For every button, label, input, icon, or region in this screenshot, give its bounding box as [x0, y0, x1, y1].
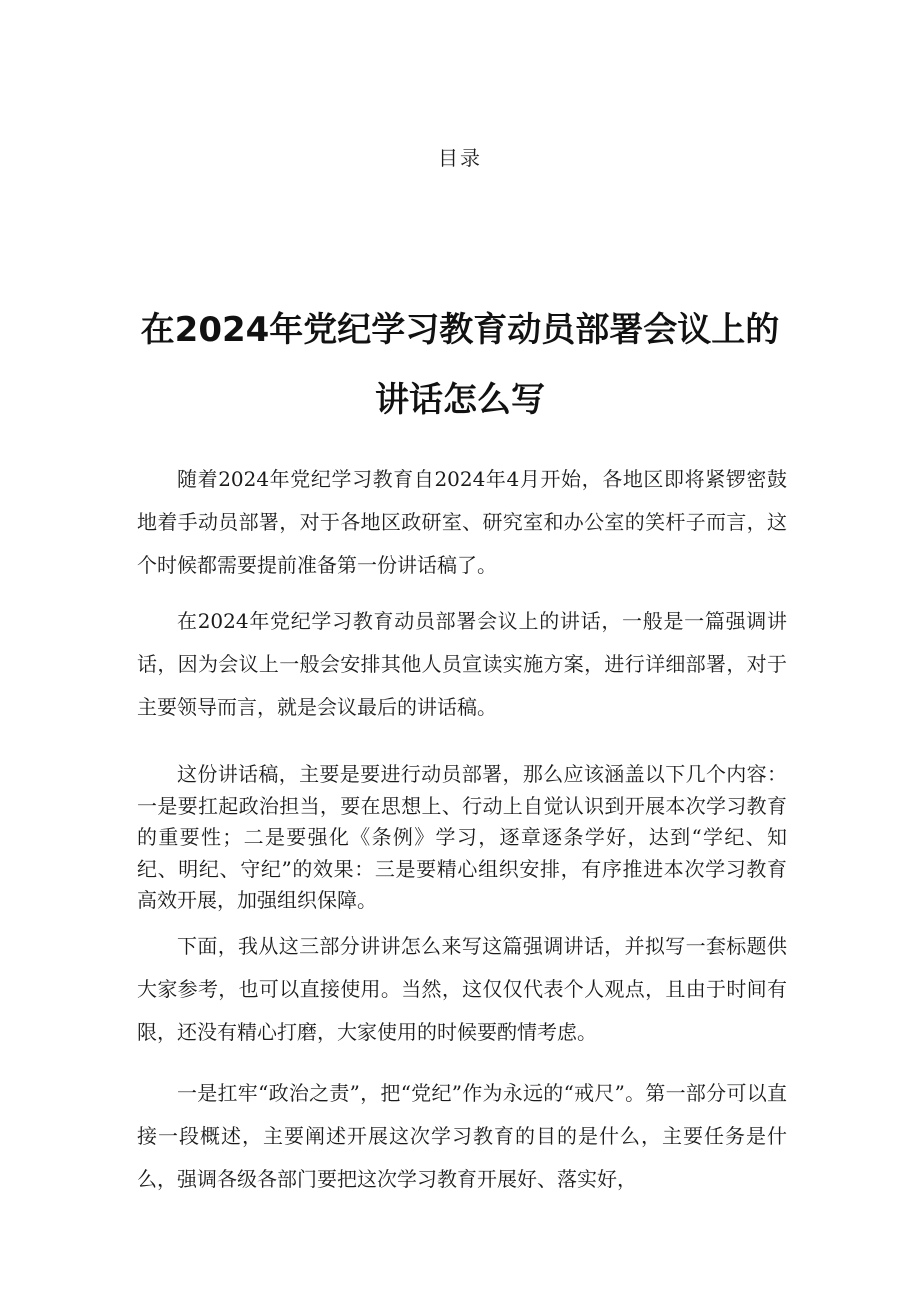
paragraph-speech-nature: 在2024年党纪学习教育动员部署会议上的讲话，一般是一篇强调讲话，因为会议上一般会安排其他人员宣读实施方案，进行详细部署，对于主要领导而言，就是会议最后的讲话稿。: [137, 609, 787, 719]
title-line-1: 在2024年党纪学习教育动员部署会议上的: [140, 310, 780, 350]
title-line-2: 讲话怎么写: [375, 380, 545, 420]
paragraph-part-one: 一是扛牢“政治之责”，把“党纪”作为永远的“戒尺”。第一部分可以直接一段概述，主要阐述开展这次学习教育的目的是什么，主要任务是什么，强调各级各部门要把这次学习教育开展好、落实好，: [137, 1081, 787, 1191]
toc-label: 目录: [438, 146, 482, 170]
paragraph-content-outline: 这份讲话稿，主要是要进行动员部署，那么应该涵盖以下几个内容：一是要扛起政治担当，要在思想上、行动上自觉认识到开展本次学习教育的重要性；二是要强化《条例》学习，逐章逐条学好，达到“学纪、知纪、明纪、守纪”的效果：三是要精心组织安排，有序推进本次学习教育高效开展，加强组织保障。: [137, 762, 787, 912]
paragraph-intro: 随着2024年党纪学习教育自2024年4月开始，各地区即将紧锣密鼓地着手动员部署，对于各地区政研室、研究室和办公室的笑杆子而言，这个时候都需要提前准备第一份讲话稿了。: [137, 467, 787, 577]
paragraph-approach: 下面，我从这三部分讲讲怎么来写这篇强调讲话，并拟写一套标题供大家参考，也可以直接使用。当然，这仅仅代表个人观点，且由于时间有限，还没有精心打磨，大家使用的时候要酌情考虑。: [137, 934, 787, 1044]
